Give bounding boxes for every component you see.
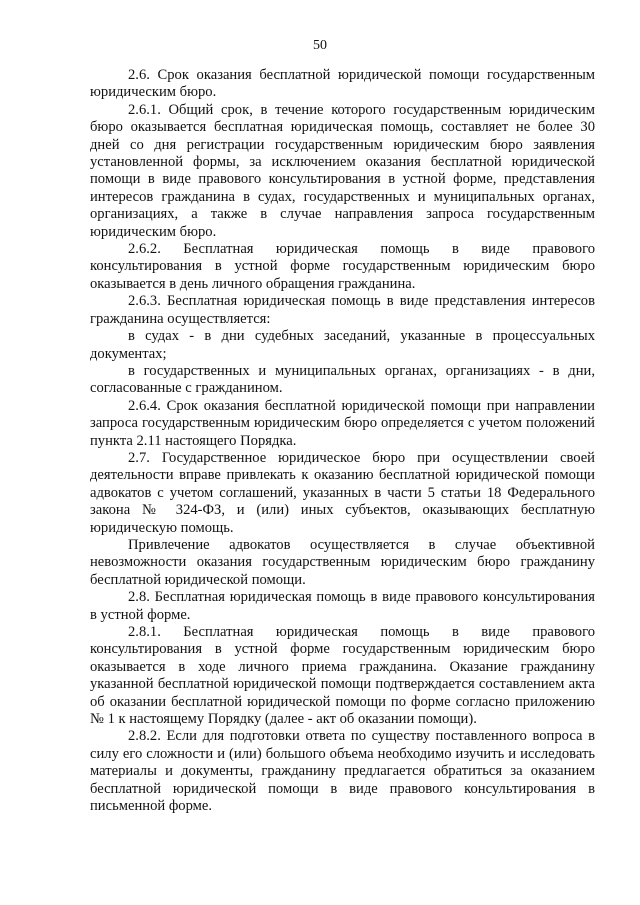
paragraph-2-8-2: 2.8.2. Если для подготовки ответа по существу поставленного вопроса в силу его сложности и (или) большого объема необходимо изучить и исследовать материалы и документы, гражданину предлагается обратиться за оказанием бесплатной юридической помощи в виде правового консультирования в письменной форме.: [90, 728, 595, 815]
paragraph-2-6-4: 2.6.4. Срок оказания бесплатной юридической помощи при направлении запроса государственным юридическим бюро определяется с учетом положений пункта 2.11 настоящего Порядка.: [90, 397, 595, 449]
paragraph-2-8-1: 2.8.1. Бесплатная юридическая помощь в виде правового консультирования в устной форме государственным юридическим бюро оказывается в ходе личного приема гражданина. Оказание гражданину указанной бесплатной юридической помощи подтверждается составлением акта об оказании бесплатной юридической помощи по форме согласно приложению № 1 к настоящему Порядку (далее - акт об оказании помощи).: [90, 624, 595, 728]
paragraph-courts: в судах - в дни судебных заседаний, указанные в процессуальных документах;: [90, 328, 595, 362]
paragraph-2-6-2: 2.6.2. Бесплатная юридическая помощь в виде правового консультирования в устной форме государственным юридическим бюро оказывается в день личного обращения гражданина.: [90, 241, 595, 292]
document-body: [90, 67, 595, 815]
paragraph-2-8: 2.8. Бесплатная юридическая помощь в виде правового консультирования в устной форме.: [90, 589, 595, 623]
paragraph-2-6-3: 2.6.3. Бесплатная юридическая помощь в виде представления интересов гражданина осуществляется:: [90, 293, 595, 327]
paragraph-lawyers: Привлечение адвокатов осуществляется в случае объективной невозможности оказания государственным юридическим бюро гражданину бесплатной юридической помощи.: [90, 536, 595, 588]
paragraph-2-6-1: 2.6.1. Общий срок, в течение которого государственным юридическим бюро оказывается бесплатная юридическая помощь, составляет не более 30 дней со дня регистрации государственным юридическим бюро заявления установленной формы, за исключением оказания бесплатной юридической помощи в виде правового консультирования в устной форме, представления интересов гражданина в судах, государственных и муниципальных органах, организациях, а также в случае направления запроса государственным юридическим бюро.: [90, 101, 595, 240]
paragraph-2-7: 2.7. Государственное юридическое бюро при осуществлении своей деятельности вправе привлекать к оказанию бесплатной юридической помощи адвокатов с учетом соглашений, указанных в части 5 статьи 18 Федерального закона № 324-ФЗ, и (или) иных субъектов, оказывающих бесплатную юридическую помощь.: [90, 449, 595, 536]
paragraph-organizations: в государственных и муниципальных органах, организациях - в дни, согласованные с гражданином.: [90, 362, 595, 397]
page-number: 50: [313, 38, 327, 53]
paragraph-2-6: 2.6. Срок оказания бесплатной юридической помощи государственным юридическим бюро.: [90, 67, 595, 101]
